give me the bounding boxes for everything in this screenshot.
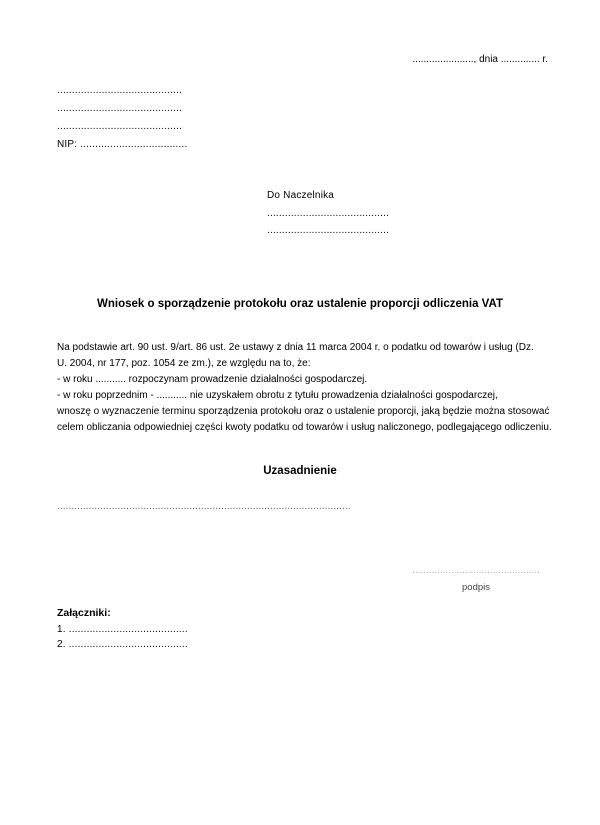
justification-blank-line: ......................................................................................................: [57, 501, 351, 512]
sender-blank-line: ..........................................: [57, 103, 183, 114]
recipient-heading: Do Naczelnika: [267, 190, 335, 201]
signature-blank-line: ..............................................: [412, 565, 540, 576]
recipient-blank-line: .........................................: [267, 225, 390, 236]
attachments-block: [57, 606, 188, 653]
sender-block: [57, 82, 187, 154]
signature-block: [408, 565, 544, 596]
document-title: Wniosek o sporządzenie protokołu oraz ustalenie proporcji odliczenia VAT: [97, 298, 503, 310]
body-line: celem obliczania odpowiedniej części kwoty podatku od towarów i usług naliczonego, podlegającego odliczeniu.: [57, 422, 552, 433]
sender-blank-line: ..........................................: [57, 121, 183, 132]
body-line: - w roku ........... rozpoczynam prowadzenie działalności gospodarczej.: [57, 374, 368, 385]
body-paragraph: [57, 340, 552, 436]
recipient-blank-line: .........................................: [267, 207, 390, 219]
justification-heading: Uzasadnienie: [263, 465, 337, 477]
signature-label: podpis: [462, 582, 490, 593]
sender-nip-line: NIP: ....................................: [57, 139, 188, 150]
attachments-heading: Załączniki:: [57, 607, 111, 619]
body-line: wnoszę o wyznaczenie terminu sporządzenia protokołu oraz o ustalenie proporcji, jaką będzie można stosować: [57, 406, 550, 417]
date-placeholder-line: ......................, dnia .............. r.: [412, 54, 548, 65]
body-line: Na podstawie art. 90 ust. 9/art. 86 ust. 2e ustawy z dnia 11 marca 2004 r. o podatku od towarów i usług (Dz.: [57, 342, 534, 353]
body-line: U. 2004, nr 177, poz. 1054 ze zm.), ze względu na to, że:: [57, 358, 311, 369]
attachment-item: 1. ........................................: [57, 623, 188, 635]
attachment-item: 2. ........................................: [57, 639, 188, 650]
body-line: - w roku poprzednim - ........... nie uzyskałem obrotu z tytułu prowadzenia działalności gospodarczej,: [57, 390, 498, 401]
recipient-block: [267, 187, 389, 240]
sender-blank-line: ..........................................: [57, 85, 183, 96]
